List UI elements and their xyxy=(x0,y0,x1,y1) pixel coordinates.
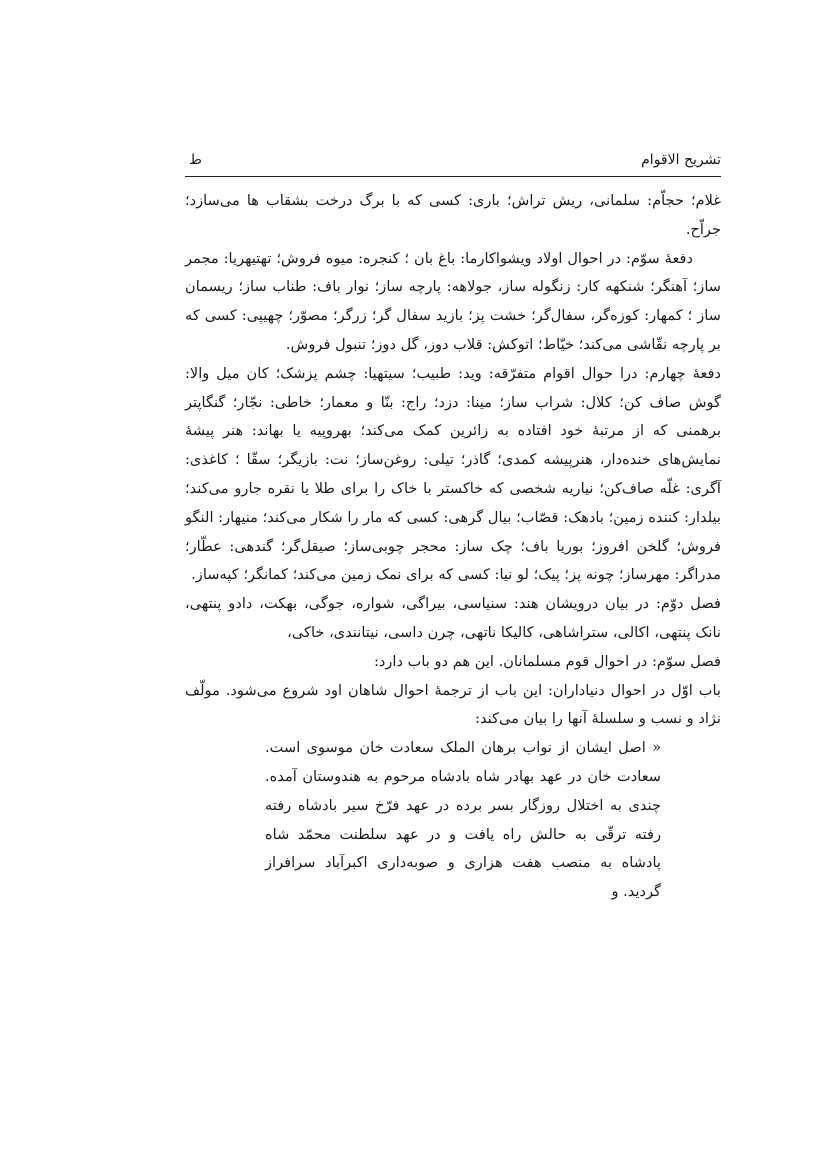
paragraph-1: غلام؛ حجاّم: سلمانی، ریش تراش؛ باری: کسی که با برگ درخت بشقاب ها می‌سازد؛ جراّح. xyxy=(185,192,721,238)
page-header xyxy=(185,148,721,174)
paragraph-3: دفعۀ چهارم: درا حوال اقوام متفرّقه: وید: طبیب؛ سیتهیا: چشم پزشک؛ کان میل والا: گوش صاف کن؛ کلال: شراب ساز؛ مینا: دزد؛ راج: بنّا و معمار؛ خاطی: نجّار؛ گنگاپتر برهمنی که از مرتبۀ خود افتاده به زائرین کمک می‌کند؛ بهروپیه یا بهاند: هنر پیشۀ نمایش‌های خنده‌دار، هنرپیشه کمدی؛ گاذر؛ تیلی: روغن‌ساز؛ نت: بازیگر؛ سقّا ؛ کاغذی: آگری: غلّه صاف‌کن؛ نیاریه شخصی که خاکستر با خاک را برای طلا یا نقره جارو می‌کند؛ بیلدار: کننده زمین؛ بادهک: قصّاب؛ بیال گرهی: کسی که مار را شکار می‌کند؛ منیهار: النگو فروش؛ گلخن افروز؛ بوریا باف؛ چک ساز: محجر چوبی‌ساز؛ صیقل‌گر؛ گندهی: عطّار؛ مدراگر: مهرساز؛ چونه پز؛ پیک؛ لو نیا: کسی که برای نمک زمین می‌کند؛ کمانگر؛ کپه‌ساز. xyxy=(185,364,721,584)
paragraph-5: فصل سوّم: در احوال قوم مسلمانان. این هم دو باب دارد: xyxy=(373,652,721,670)
paragraph-2: دفعۀ سوّم: در احوال اولاد ویشواکارما: باغ بان ؛ کنجره: میوه فروش؛ تهتیهریا: مجمر ساز؛ آهنگر؛ شنکهه کار: زنگوله ساز، جولاهه: پارچه ساز؛ نوار باف: طناب ساز؛ ریسمان ساز ؛ کمهار: کوزه‌گر، سفال‌گر؛ خشت پز؛ بازید سفال گر؛ زرگر؛ مصوّر؛ چهیپی: کسی که بر پارچه نقّاشی می‌کند؛ خیّاط؛ اتوکش: قلاب دوز، گل دوز؛ تنبول فروش. xyxy=(185,249,721,353)
paragraph-6: باب اوّل در احوال دنیاداران: این باب از ترجمۀ احوال شاهان اود شروع می‌شود. مولّف نژاد و نسب و سلسلۀ آنها را بیان می‌کند: xyxy=(185,681,721,728)
block-quote: « اصل ایشان از نواب برهان الملک سعادت خان موسوی است. سعادت خان در عهد بهادر شاه بادشاه مرحوم به هندوستان آمده. چندی به اختلال روزگار بسر برده در عهد فرّخ سیر بادشاه رفته رفته ترقّی به حالش راه یافت و در عهد سلطنت محمّد شاه پادشاه به منصب هفت هزاری و صوبه‌داری اکبرآباد سرافراز گردید. و xyxy=(265,739,661,901)
header-rule xyxy=(185,176,721,177)
running-title: تشریح الاقوام xyxy=(641,152,721,168)
paragraph-4: فصل دوّم: در بیان درویشان هند: سنیاسی، بیراگی، شواره، جوگی، بهکت، دادو پنتهی، نانک پنتهی، اکالی، ستراشاهی، کالیکا ناتهی، چرن داسی، نیتانندی، خاکی، xyxy=(185,595,721,641)
book-page xyxy=(185,148,721,907)
page-number: ط xyxy=(189,152,202,168)
